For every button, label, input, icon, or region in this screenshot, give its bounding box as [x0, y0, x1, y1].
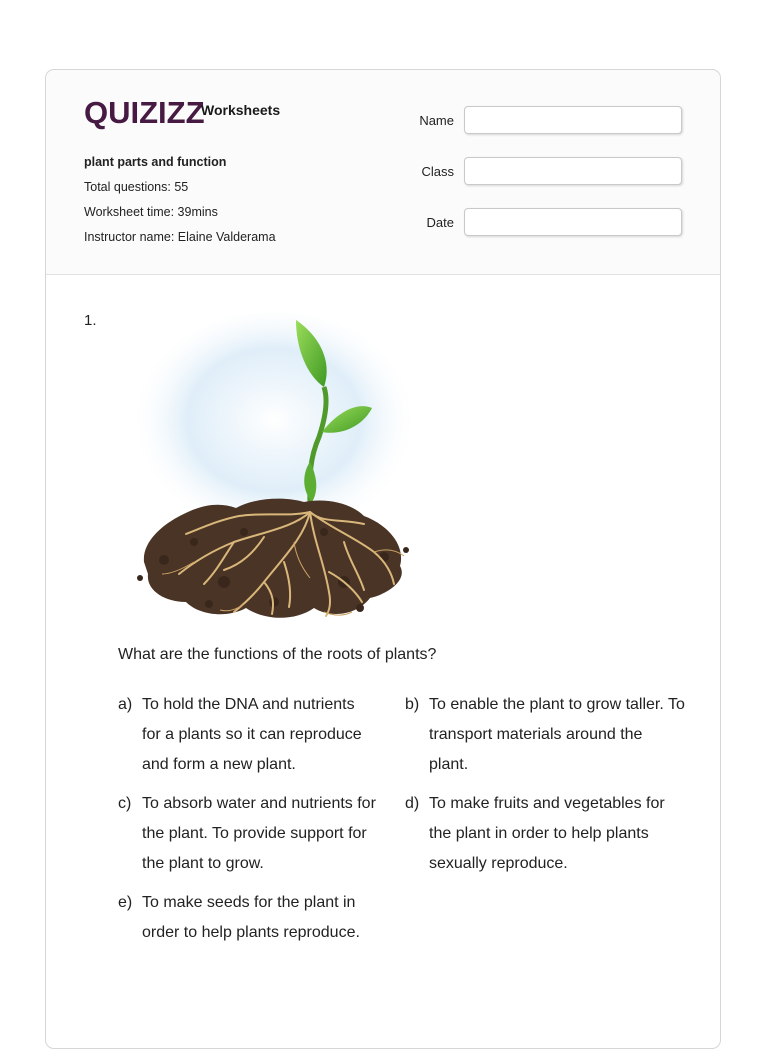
question-number: 1.	[84, 312, 97, 329]
class-field[interactable]	[464, 157, 682, 185]
option-text: To hold the DNA and nutrients for a plants so it can reproduce and form a new plant.	[142, 696, 362, 773]
worksheet-header	[46, 70, 720, 275]
option-b[interactable]	[405, 690, 685, 780]
question-text: What are the functions of the roots of plants?	[118, 646, 437, 663]
option-letter: e)	[118, 894, 133, 911]
worksheet-card	[45, 69, 721, 1049]
name-field-row	[376, 106, 686, 136]
quizizz-logo-icon	[84, 95, 205, 130]
option-d[interactable]	[405, 789, 685, 879]
option-text: To make fruits and vegetables for the plant in order to help plants sexually reproduce.	[429, 795, 665, 872]
date-field-row	[376, 208, 686, 238]
logo-wordmark: QUIZIZZ	[84, 95, 205, 130]
class-field-row	[376, 157, 686, 187]
date-field[interactable]	[464, 208, 682, 236]
total-questions: Total questions: 55	[84, 180, 189, 194]
option-letter: c)	[118, 795, 132, 812]
logo-suffix: Worksheets	[201, 102, 281, 118]
option-text: To make seeds for the plant in order to help plants reproduce.	[142, 894, 360, 941]
option-a[interactable]	[118, 690, 368, 780]
instructor-name: Instructor name: Elaine Valderama	[84, 230, 276, 244]
option-letter: a)	[118, 696, 133, 713]
worksheet-meta	[84, 150, 276, 250]
plant-with-roots-image	[124, 312, 414, 622]
name-field[interactable]	[464, 106, 682, 134]
option-e[interactable]	[118, 888, 378, 948]
brand-logo	[84, 95, 281, 130]
name-label: Name	[419, 113, 454, 128]
option-c[interactable]	[118, 789, 388, 879]
option-letter: d)	[405, 795, 420, 812]
option-letter: b)	[405, 696, 420, 713]
date-label: Date	[426, 215, 454, 230]
worksheet-time: Worksheet time: 39mins	[84, 205, 218, 219]
option-text: To absorb water and nutrients for the plant. To provide support for the plant to grow.	[142, 795, 376, 872]
worksheet-title: plant parts and function	[84, 155, 227, 169]
class-label: Class	[421, 164, 454, 179]
option-text: To enable the plant to grow taller. To transport materials around the plant.	[429, 696, 685, 773]
